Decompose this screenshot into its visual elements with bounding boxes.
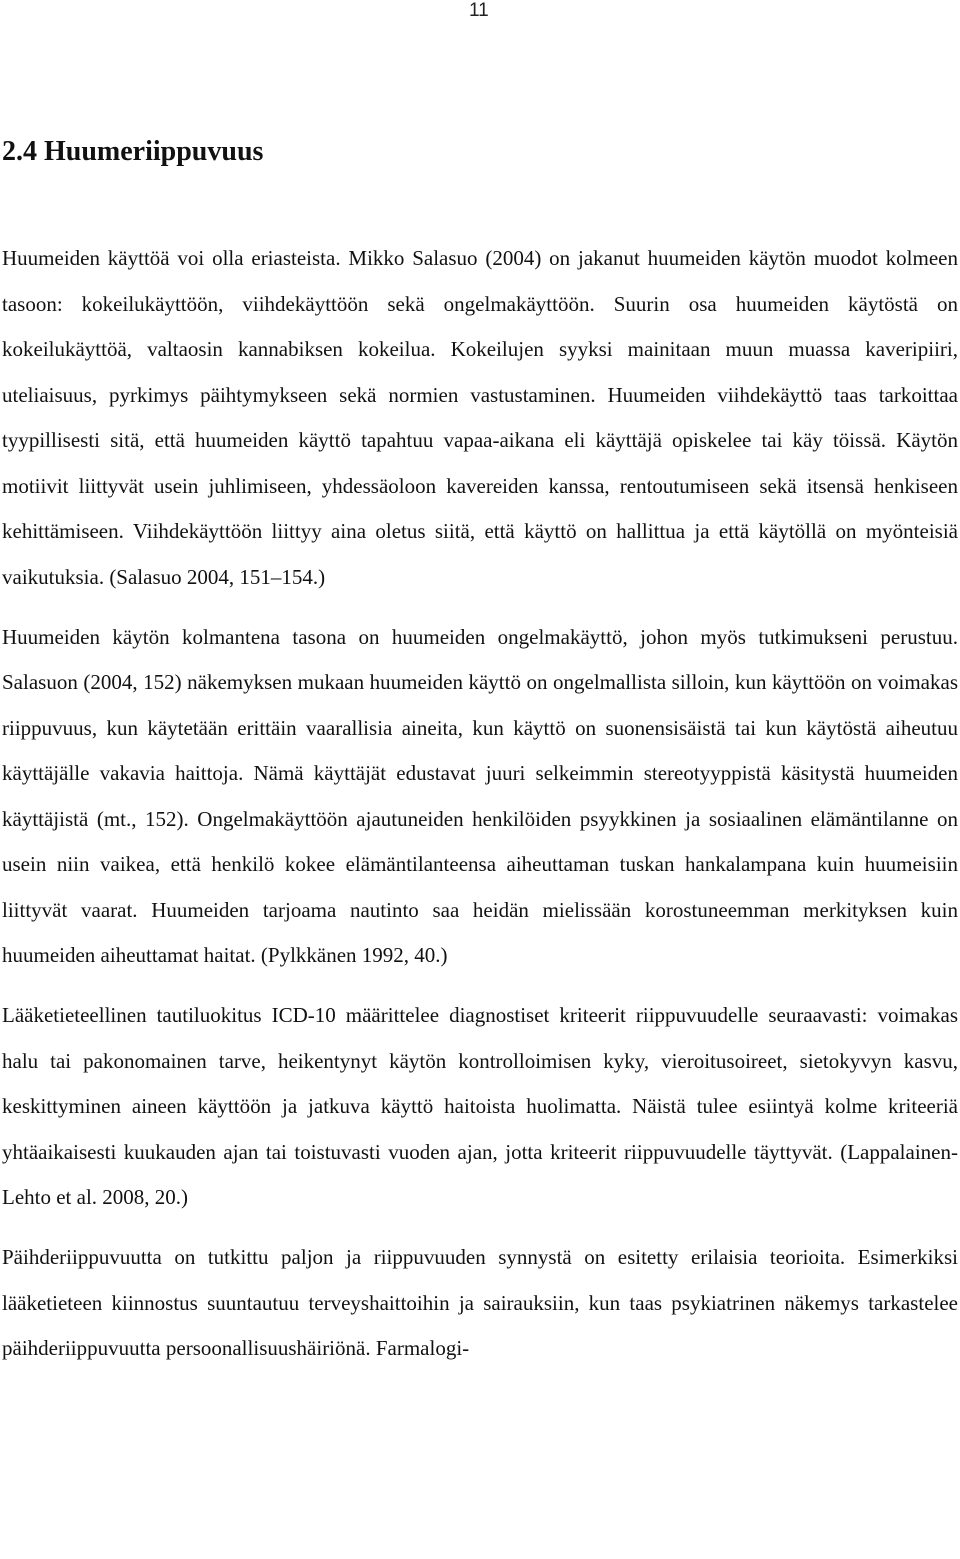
paragraph-drug-use-levels: Huumeiden käyttöä voi olla eriasteista. Mikko Salasuo (2004) on jakanut huumeiden käytön muodot kolmeen tasoon: kokeilukäyttöön, viihdekäyttöön sekä ongelmakäyttöön. Suurin osa huumeiden käytöstä on kokeilukäyttöä, valtaosin kannabiksen kokeilua. Kokeilujen syyksi mainitaan muun muassa kaveripiiri, uteliaisuus, pyrkimys päihtymykseen sekä normien vastustaminen. Huumeiden viihdekäyttö taas tarkoittaa tyypillisesti sitä, että huumeiden käyttö tapahtuu vapaa-aikana eli käyttäjä opiskelee tai käy töissä. Käytön motiivit liittyvät usein juhlimiseen, yhdessäoloon kavereiden kanssa, rentoutumiseen sekä itsensä henkiseen kehittämiseen. Viihdekäyttöön liittyy aina oletus siitä, että käyttö on hallittua ja että käytöllä on myönteisiä vaikutuksia. (Salasuo 2004, 151–154.)	[2, 246, 958, 589]
section-heading: 2.4 Huumeriippuvuus	[2, 136, 264, 167]
page-number: 11	[469, 0, 489, 21]
body-text	[2, 236, 958, 1372]
paragraph-addiction-theories: Päihderiippuvuutta on tutkittu paljon ja riippuvuuden synnystä on esitetty erilaisia teorioita. Esimerkiksi lääketieteen kiinnostus suuntautuu terveyshaittoihin ja sairauksiin, kun taas psykiatrinen näkemys tarkastelee päihderiippuvuutta persoonallisuushäiriönä. Farmalogi-	[2, 1245, 958, 1360]
paragraph-problem-use: Huumeiden käytön kolmantena tasona on huumeiden ongelmakäyttö, johon myös tutkimukseni perustuu. Salasuon (2004, 152) näkemyksen mukaan huumeiden käyttö on ongelmallista silloin, kun käyttöön on voimakas riippuvuus, kun käytetään erittäin vaarallisia aineita, kun käyttö on suonensisäistä tai kun käytöstä aiheutuu käyttäjälle vakavia haittoja. Nämä käyttäjät edustavat juuri selkeimmin stereotyyppistä käsitystä huumeiden käyttäjistä (mt., 152). Ongelmakäyttöön ajautuneiden henkilöiden psyykkinen ja sosiaalinen elämäntilanne on usein niin vaikea, että henkilö kokee elämäntilanteensa aiheuttaman tuskan hankalampana kuin huumeisiin liittyvät vaarat. Huumeiden tarjoama nautinto saa heidän mielissään korostuneemman merkityksen kuin huumeiden aiheuttamat haitat. (Pylkkänen 1992, 40.)	[2, 624, 958, 967]
paragraph-icd10-criteria: Lääketieteellinen tautiluokitus ICD-10 määrittelee diagnostiset kriteerit riippuvuudelle seuraavasti: voimakas halu tai pakonomainen tarve, heikentynyt käytön kontrolloimisen kyky, vieroitusoireet, sietokyvyn kasvu, keskittyminen aineen käyttöön ja jatkuva käyttö haitoista huolimatta. Näistä tulee esiintyä kolme kriteeriä yhtäaikaisesti kuukauden ajan tai toistuvasti vuoden ajan, jotta kriteerit riippuvuudelle täyttyvät. (Lappalainen-Lehto et al. 2008, 20.)	[2, 1003, 958, 1209]
